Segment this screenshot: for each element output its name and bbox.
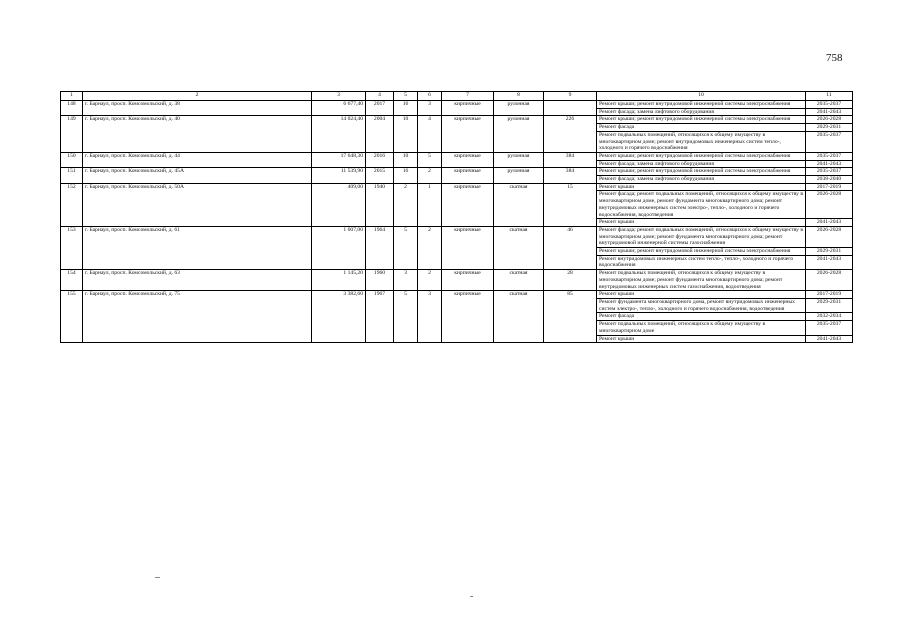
- apartments-cell: 384: [544, 152, 597, 167]
- wall-material-cell: кирпичные: [442, 226, 494, 269]
- entrances-cell: 2: [418, 226, 442, 269]
- table-row: [61, 168, 853, 176]
- repair-period-cell: 2041-2043: [806, 160, 853, 168]
- work-type-cell: Ремонт фасада; замена лифтового оборудования: [597, 108, 806, 116]
- floors-cell: 3: [394, 270, 418, 291]
- year-cell: 2017: [366, 101, 394, 116]
- floors-cell: 16: [394, 101, 418, 116]
- repair-period-cell: 2017-2019: [806, 291, 853, 299]
- year-cell: 2016: [366, 152, 394, 167]
- repair-period-cell: 2032-2034: [806, 313, 853, 321]
- column-number-header: 9: [544, 92, 597, 101]
- record-number: 152: [61, 183, 83, 226]
- year-cell: 1960: [366, 270, 394, 291]
- area-cell: 6 677,40: [312, 101, 366, 116]
- floors-cell: 5: [394, 226, 418, 269]
- work-type-cell: Ремонт подвальных помещений, относящихся к общему имуществу в многоквартирном доме: [597, 321, 806, 335]
- capital-repair-table: [60, 91, 853, 343]
- work-type-cell: Ремонт фасада: [597, 124, 806, 132]
- roof-type-cell: скатная: [494, 226, 544, 269]
- work-type-cell: Ремонт крыши: [597, 183, 806, 191]
- roof-type-cell: рулонная: [494, 101, 544, 116]
- column-number-header: 4: [366, 92, 394, 101]
- column-number-header: 8: [494, 92, 544, 101]
- record-number: 149: [61, 116, 83, 153]
- record-number: 151: [61, 168, 83, 183]
- area-cell: 1 145,20: [312, 270, 366, 291]
- record-number: 153: [61, 226, 83, 269]
- work-type-cell: Ремонт подвальных помещений, относящихся к общему имуществу в многоквартирном доме; ремонт фундамента многоквартирного дома; ремонт внутридомовых инженерных систем газоснабжения, водоотведения: [597, 270, 806, 291]
- repair-period-cell: 2029-2031: [806, 298, 853, 312]
- work-type-cell: Ремонт крыши: [597, 335, 806, 343]
- repair-period-cell: 2026-2028: [806, 116, 853, 124]
- entrances-cell: 3: [418, 101, 442, 116]
- column-number-header: 7: [442, 92, 494, 101]
- work-type-cell: Ремонт фундамента многоквартирного дома, ремонт внутридомовых инженерных систем электро-, тепло-, холодного и горячего водоснабжения, водоотведения: [597, 298, 806, 312]
- work-type-cell: Ремонт крыши; ремонт внутридомовой инженерной системы электроснабжения: [597, 152, 806, 160]
- scan-artifact: [155, 577, 160, 578]
- record-number: 148: [61, 101, 83, 116]
- address-cell: г. Барнаул, просп. Комсомольский, д. 38: [83, 101, 312, 116]
- wall-material-cell: кирпичные: [442, 152, 494, 167]
- apartments-cell: [544, 101, 597, 116]
- floors-cell: 10: [394, 116, 418, 153]
- repair-period-cell: 2041-2043: [806, 335, 853, 343]
- address-cell: г. Барнаул, просп. Комсомольский, д. 40: [83, 116, 312, 153]
- entrances-cell: 1: [418, 183, 442, 226]
- repair-period-cell: 2029-2031: [806, 248, 853, 256]
- year-cell: 2015: [366, 168, 394, 183]
- area-cell: 17 648,30: [312, 152, 366, 167]
- repair-period-cell: 2041-2043: [806, 108, 853, 116]
- entrances-cell: 2: [418, 168, 442, 183]
- floors-cell: 16: [394, 168, 418, 183]
- work-type-cell: Ремонт крыши; ремонт внутридомовой инженерной системы электроснабжения: [597, 101, 806, 109]
- year-cell: 1967: [366, 291, 394, 343]
- work-type-cell: Ремонт подвальных помещений, относящихся к общему имуществу в многоквартирном доме; ремонт внутридомовых инженерных систем тепло-, холодного и горячего водоснабжения: [597, 131, 806, 152]
- repair-period-cell: 2035-2037: [806, 152, 853, 160]
- record-number: 150: [61, 152, 83, 167]
- apartments-cell: 85: [544, 291, 597, 343]
- roof-type-cell: рулонная: [494, 152, 544, 167]
- column-number-header: 2: [83, 92, 312, 101]
- year-cell: 2004: [366, 116, 394, 153]
- entrances-cell: 4: [418, 116, 442, 153]
- repair-period-cell: 2029-2031: [806, 124, 853, 132]
- column-number-header: 3: [312, 92, 366, 101]
- column-number-header: 5: [394, 92, 418, 101]
- scan-artifact: [470, 596, 473, 597]
- wall-material-cell: кирпичные: [442, 101, 494, 116]
- record-number: 154: [61, 270, 83, 291]
- area-cell: 11 539,90: [312, 168, 366, 183]
- work-type-cell: Ремонт фасада; замена лифтового оборудования: [597, 160, 806, 168]
- repair-period-cell: 2017-2019: [806, 183, 853, 191]
- wall-material-cell: кирпичные: [442, 168, 494, 183]
- table-row: [61, 116, 853, 124]
- floors-cell: 10: [394, 152, 418, 167]
- page-number: 758: [826, 52, 843, 64]
- area-cell: 409,00: [312, 183, 366, 226]
- repair-period-cell: 2026-2028: [806, 226, 853, 247]
- address-cell: г. Барнаул, просп. Комсомольский, д. 45А: [83, 168, 312, 183]
- floors-cell: 5: [394, 291, 418, 343]
- work-type-cell: Ремонт крыши; ремонт внутридомовой инженерной системы электроснабжения: [597, 116, 806, 124]
- entrances-cell: 2: [418, 270, 442, 291]
- wall-material-cell: кирпичные: [442, 291, 494, 343]
- column-number-header: 10: [597, 92, 806, 101]
- repair-period-cell: 2026-2028: [806, 270, 853, 291]
- floors-cell: 2: [394, 183, 418, 226]
- work-type-cell: Ремонт крыши: [597, 219, 806, 227]
- address-cell: г. Барнаул, просп. Комсомольский, д. 50А: [83, 183, 312, 226]
- repair-period-cell: 2035-2037: [806, 321, 853, 335]
- entrances-cell: 3: [418, 291, 442, 343]
- column-number-header: 11: [806, 92, 853, 101]
- repair-period-cell: 2035-2037: [806, 101, 853, 109]
- column-number-header: 6: [418, 92, 442, 101]
- apartments-cell: 226: [544, 116, 597, 153]
- repair-period-cell: 2041-2043: [806, 219, 853, 227]
- table-row: [61, 270, 853, 291]
- work-type-cell: Ремонт фасада; замена лифтового оборудования: [597, 176, 806, 184]
- address-cell: г. Барнаул, просп. Комсомольский, д. 75: [83, 291, 312, 343]
- work-type-cell: Ремонт фасада; ремонт подвальных помещений, относящихся к общему имуществу в многоквартирном доме, ремонт фундамента многоквартирного дома; ремонт внутридомовых инженерных систем электро-, тепло-, холодного и горячего водоснабжения, водоотведения: [597, 191, 806, 219]
- table-row: [61, 152, 853, 160]
- work-type-cell: Ремонт крыши; ремонт внутридомовой инженерной системы электроснабжения: [597, 168, 806, 176]
- work-type-cell: Ремонт фасада; ремонт подвальных помещений, относящихся к общему имуществу в многоквартирном доме; ремонт фундамента многоквартирного дома; ремонт внутридомовой инженерной системы газоснабжения: [597, 226, 806, 247]
- repair-period-cell: 2035-2037: [806, 168, 853, 176]
- address-cell: г. Барнаул, просп. Комсомольский, д. 61: [83, 226, 312, 269]
- apartments-cell: 46: [544, 226, 597, 269]
- record-number: 155: [61, 291, 83, 343]
- area-cell: 1 607,00: [312, 226, 366, 269]
- work-type-cell: Ремонт крыши; ремонт внутридомовой инженерной системы электроснабжения: [597, 248, 806, 256]
- work-type-cell: Ремонт крыши: [597, 291, 806, 299]
- roof-type-cell: рулонная: [494, 168, 544, 183]
- year-cell: 1964: [366, 226, 394, 269]
- table-row: [61, 183, 853, 191]
- year-cell: 1940: [366, 183, 394, 226]
- roof-type-cell: скатная: [494, 270, 544, 291]
- wall-material-cell: кирпичные: [442, 270, 494, 291]
- work-type-cell: Ремонт внутридомовых инженерных систем тепло-, тепло-, холодного и горячего водоснабжения: [597, 255, 806, 269]
- roof-type-cell: скатная: [494, 183, 544, 226]
- wall-material-cell: кирпичные: [442, 116, 494, 153]
- work-type-cell: Ремонт фасада: [597, 313, 806, 321]
- area-cell: 14 024,40: [312, 116, 366, 153]
- area-cell: 3 382,60: [312, 291, 366, 343]
- roof-type-cell: скатная: [494, 291, 544, 343]
- apartments-cell: 384: [544, 168, 597, 183]
- table-row: [61, 291, 853, 299]
- repair-period-cell: 2026-2028: [806, 191, 853, 219]
- address-cell: г. Барнаул, просп. Комсомольский, д. 44: [83, 152, 312, 167]
- address-cell: г. Барнаул, просп. Комсомольский, д. 63: [83, 270, 312, 291]
- apartments-cell: 28: [544, 270, 597, 291]
- repair-period-cell: 2038-2040: [806, 176, 853, 184]
- table-row: [61, 101, 853, 109]
- roof-type-cell: рулонная: [494, 116, 544, 153]
- repair-period-cell: 2041-2043: [806, 255, 853, 269]
- apartments-cell: 15: [544, 183, 597, 226]
- column-number-row: [61, 92, 853, 101]
- table-row: [61, 226, 853, 247]
- column-number-header: 1: [61, 92, 83, 101]
- entrances-cell: 5: [418, 152, 442, 167]
- wall-material-cell: кирпичные: [442, 183, 494, 226]
- repair-period-cell: 2035-2037: [806, 131, 853, 152]
